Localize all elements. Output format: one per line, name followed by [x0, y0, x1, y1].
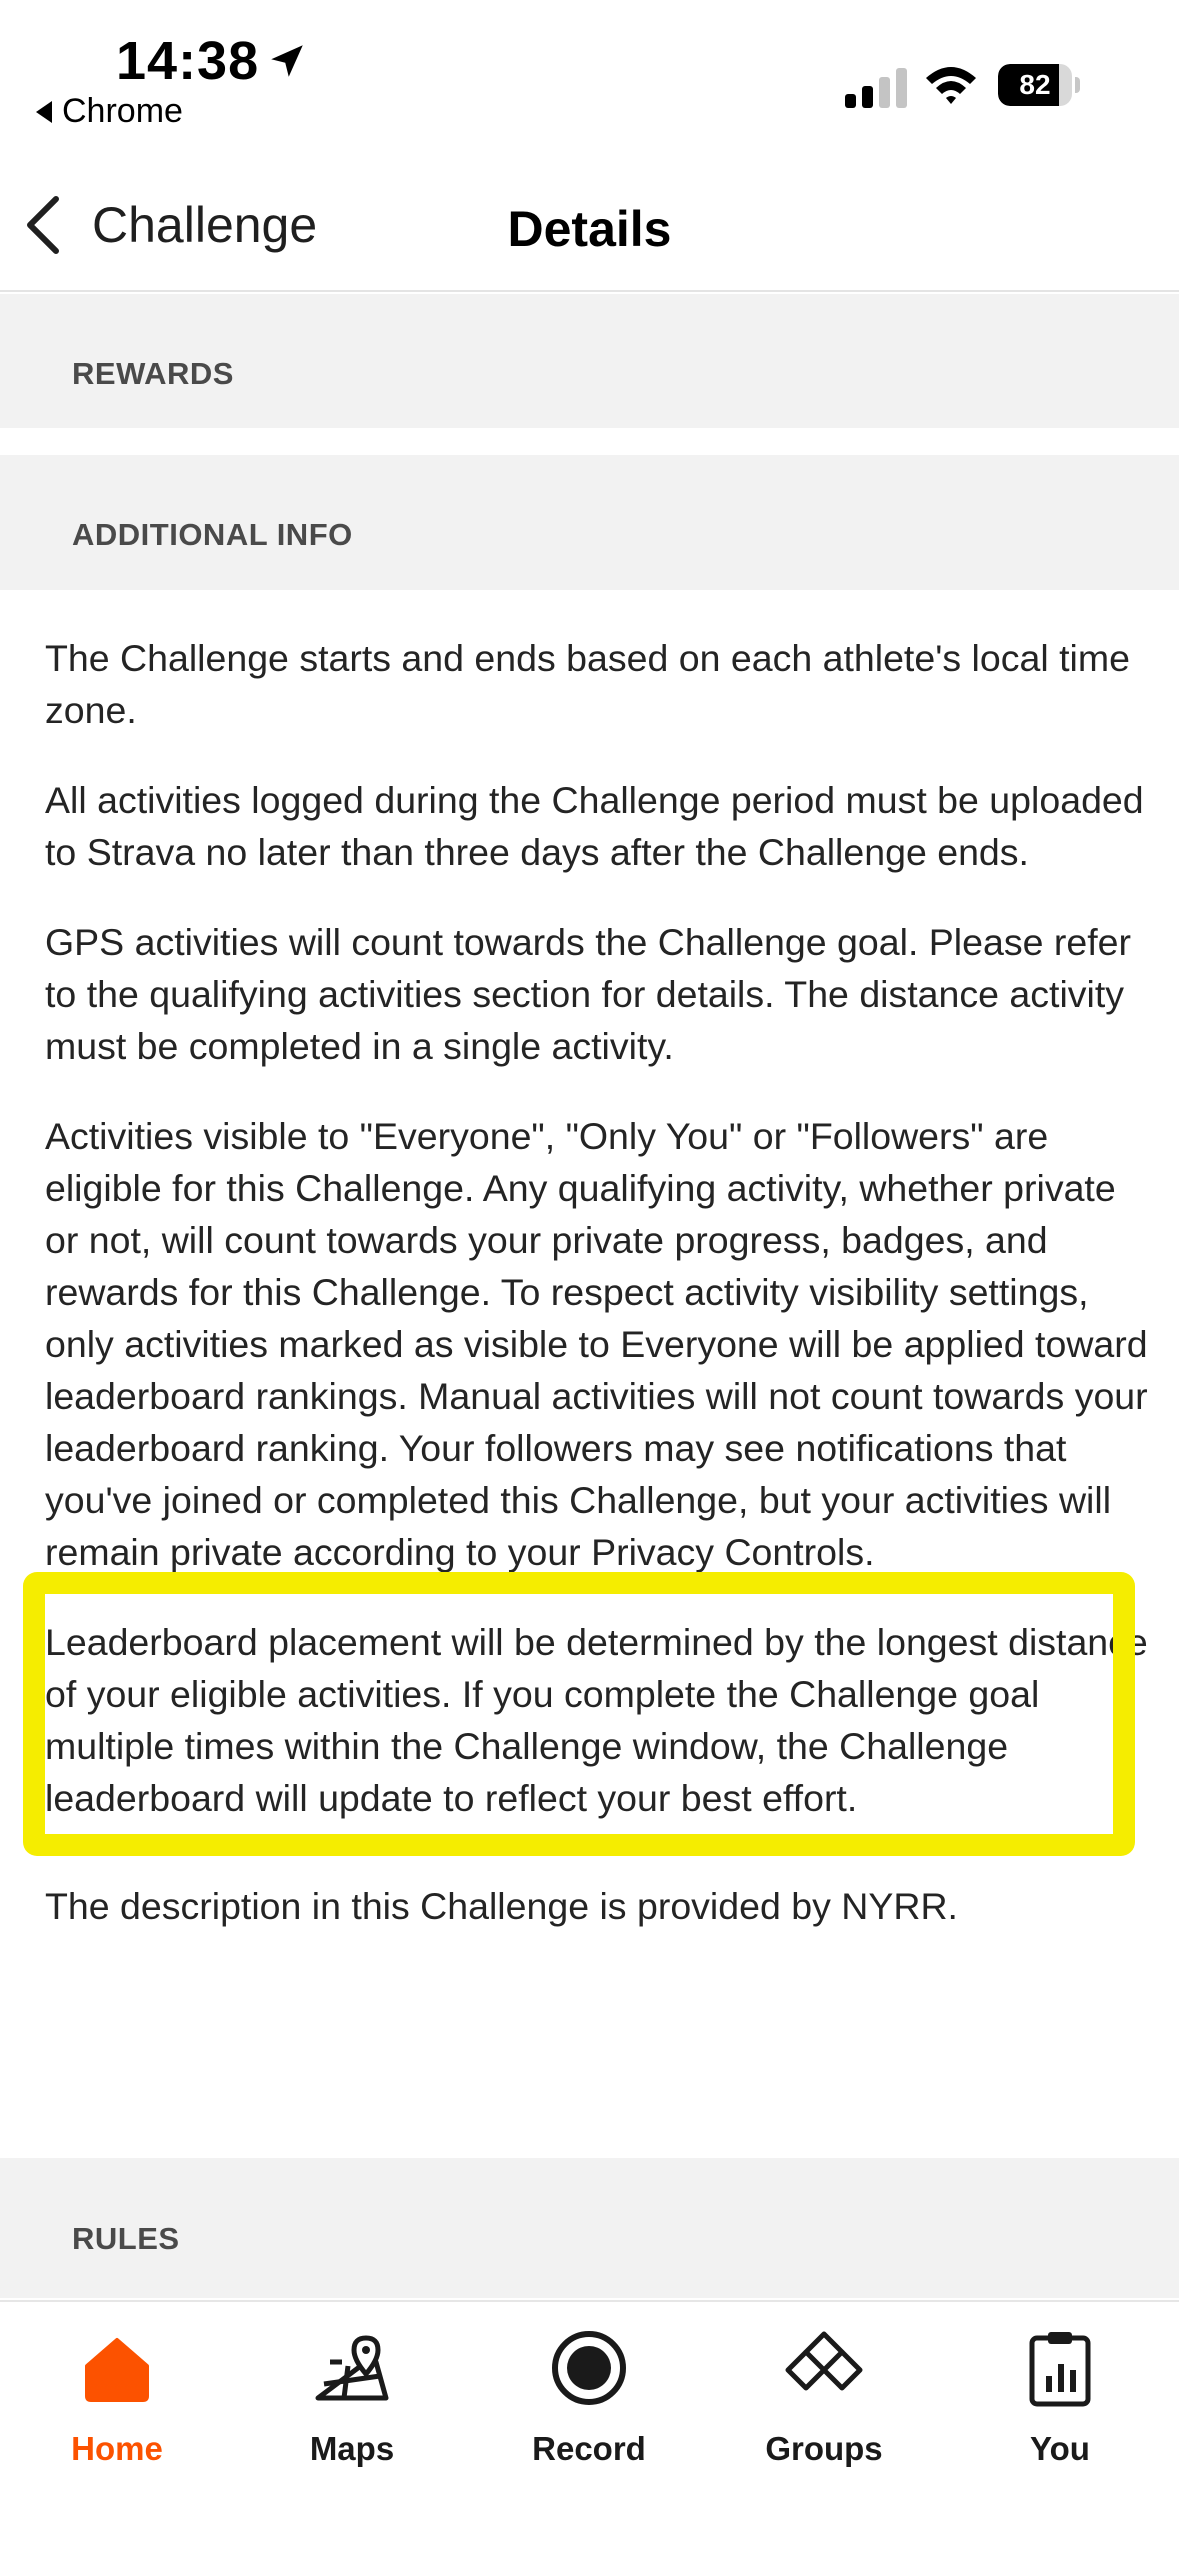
nav-header: [0, 160, 1179, 292]
tab-home[interactable]: [17, 2326, 217, 2476]
tab-record-label: Record: [532, 2430, 646, 2467]
status-time: 14:38: [116, 31, 260, 91]
clipboard-icon: [1018, 2326, 1102, 2410]
tab-record[interactable]: [489, 2326, 689, 2476]
tab-groups-label: Groups: [765, 2430, 883, 2467]
bottom-tab-bar: [0, 2300, 1179, 2556]
wifi-icon: [924, 62, 978, 108]
tab-maps[interactable]: [252, 2326, 452, 2476]
info-paragraph-upload-deadline: All activities logged during the Challenge period must be uploaded to Strava no later than three days after the Challenge ends.: [45, 779, 1144, 873]
tab-you-label: You: [1030, 2430, 1090, 2467]
tab-home-label: Home: [71, 2430, 163, 2467]
back-to-app[interactable]: [36, 92, 183, 131]
additional-info-content: [45, 632, 1155, 1970]
rewards-section-header[interactable]: [0, 294, 1179, 428]
page-title: Details: [507, 201, 672, 257]
battery-indicator: [998, 64, 1080, 106]
rules-section-label: RULES: [72, 2221, 180, 2256]
tab-groups[interactable]: [724, 2326, 924, 2476]
tab-maps-label: Maps: [309, 2430, 395, 2467]
highlighted-paragraph: [45, 1616, 1155, 1824]
additional-info-section-label: ADDITIONAL INFO: [72, 517, 353, 552]
back-triangle-icon: [36, 101, 52, 123]
groups-icon: [782, 2326, 866, 2410]
record-icon: [547, 2326, 631, 2410]
rewards-section-label: REWARDS: [72, 356, 234, 391]
back-button[interactable]: [20, 190, 317, 260]
additional-info-section-header: [0, 455, 1179, 590]
status-bar: [0, 0, 1179, 150]
info-paragraph-timezone: The Challenge starts and ends based on each athlete's local time zone.: [45, 637, 1130, 731]
map-icon: [310, 2326, 394, 2410]
back-button-label: Challenge: [92, 197, 318, 253]
info-paragraph-gps-activities: GPS activities will count towards the Challenge goal. Please refer to the qualifying activities section for details. The distance activity must be completed in a single activity.: [45, 921, 1131, 1067]
info-paragraph-description-source: The description in this Challenge is provided by NYRR.: [45, 1885, 958, 1927]
home-icon: [75, 2326, 159, 2410]
chevron-left-icon: [20, 193, 68, 257]
cellular-signal-icon: [845, 68, 907, 108]
back-app-label: Chrome: [62, 92, 183, 130]
info-paragraph-leaderboard: Leaderboard placement will be determined by the longest distance of your eligible activities. If you complete the Challenge goal multiple times within the Challenge window, the Challenge leaderboard will update to reflect your best effort.: [45, 1621, 1148, 1819]
rules-section-header[interactable]: [0, 2158, 1179, 2298]
tab-you[interactable]: [960, 2326, 1160, 2476]
battery-percent: 82: [1019, 69, 1051, 100]
location-arrow-icon: [266, 40, 308, 82]
info-paragraph-visibility: Activities visible to "Everyone", "Only You" or "Followers" are eligible for this Challenge. Any qualifying activity, whether private or not, will count towards your private progress, badges, and rewards for this Challenge. To respect activity visibility settings, only activities marked as visible to Everyone will be applied toward leaderboard rankings. Manual activities will not count towards your leaderboard ranking. Your followers may see notifications that you've joined or completed this Challenge, but your activities will remain private according to your Privacy Controls.: [45, 1115, 1148, 1573]
